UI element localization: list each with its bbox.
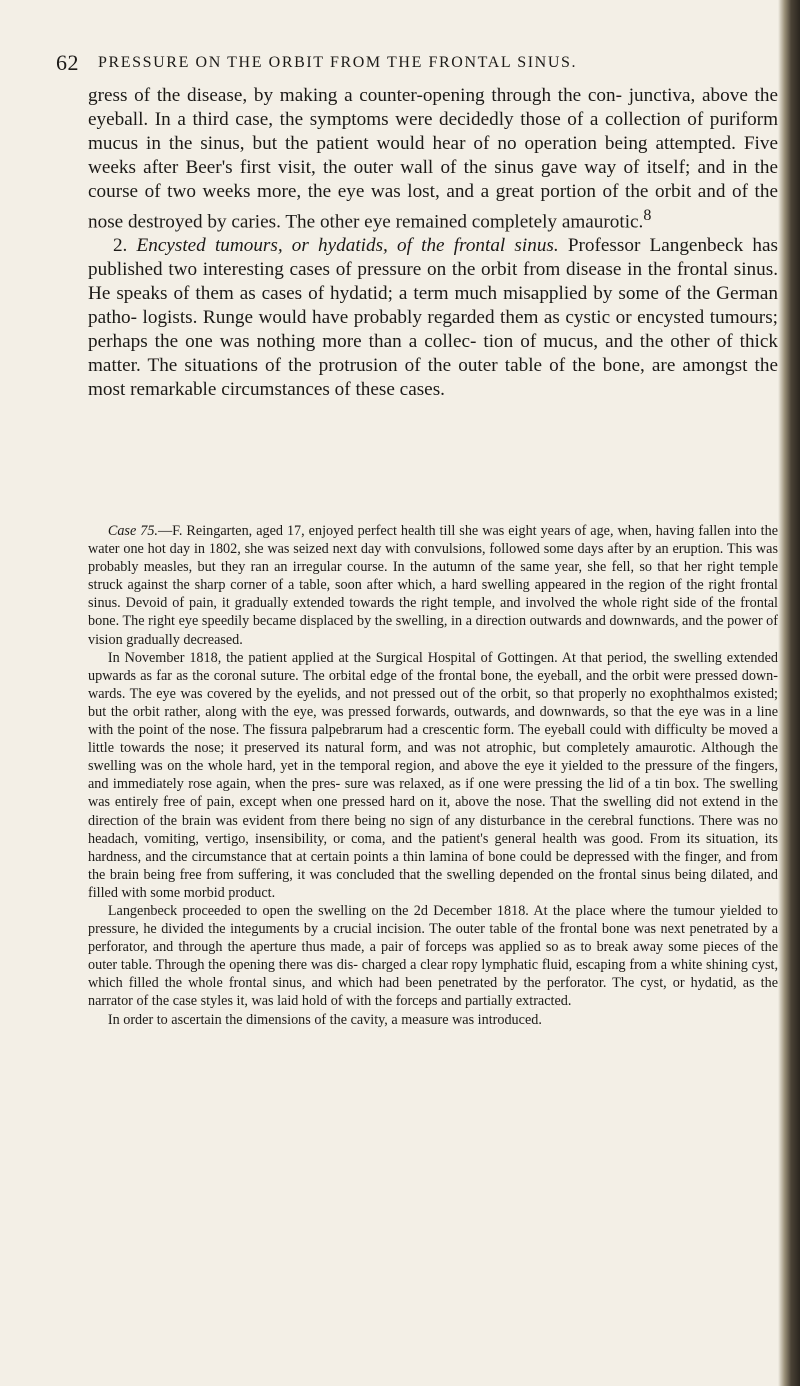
case-report [88, 522, 778, 1029]
paragraph-continuation [88, 84, 778, 234]
page-number: 62 [56, 50, 79, 75]
case-paragraph-1 [88, 522, 778, 649]
paragraph-text: gress of the disease, by making a counter-opening through the con- junctiva, above the eyeball. In a third case, the symptoms were decidedly those of a collection of puriform mucus in the sinus, but the patient would hear of no operation being attempted. Five weeks after Beer's first visit, the outer wall of the sinus gave way of itself; and in the course of two weeks more, the eye was lost, and a great portion of the orbit and of the nose destroyed by caries. The other eye remained completely amaurotic. [88, 85, 778, 233]
section-number: 2. [112, 235, 128, 257]
case-paragraph-2: In November 1818, the patient applied at the Surgical Hospital of Gottingen. At that period, the swelling extended upwards as far as the coronal suture. The orbital edge of the frontal bone, the eyeball, and the orbit were pressed down- wards. The eye was covered by the eyelids, and not pressed out of the orbit, so that properly no exophthalmos existed; but the orbit rather, along with the eye, was pressed forwards, outwards, and downwards, so that the eye was in a line with the point of the nose. The fissura palpebrarum had a crescentic form. The eyeball could with difficulty be moved a little towards the nose; it preserved its natural form, and was not atrophic, but completely amaurotic. Although the swelling was on the whole hard, yet in the temporal region, and above the eye it yielded to the pressure of the fingers, and immediately rose again, when the pres- sure was relaxed, as if one were pressing the lid of a tin box. The swelling was entirely free of pain, except when one pressed hard on it, above the nose. That the swelling did not extend in the direction of the brain was evident from there being no sign of any disturbance in the cerebral functions. There was no headach, vomiting, vertigo, insensibility, or coma, and the patient's general health was good. From its situation, its hardness, and the circumstance that at certain points a thin lamina of bone could be depressed with the finger, and from the brain being free from suffering, it was concluded that the swelling depended on the frontal sinus being dilated, and filled with some morbid product. [88, 649, 778, 901]
paragraph-section-2 [88, 234, 778, 402]
page-binding-edge [778, 0, 800, 1386]
footnote-marker: 8 [643, 207, 652, 224]
case-label: Case 75. [107, 523, 158, 539]
paragraph-text: Professor Langenbeck has published two interesting cases of pressure on the orbit from disease in the frontal sinus. He speaks of them as cases of hydatid; a term much misapplied by some of the German patho- logists. Runge would have probably regarded them as cystic or encysted tumours; perhaps the one was nothing more than a collec- tion of mucus, and the other of thick matter. The situations of the protrusion of the outer table of the bone, are amongst the most remarkable circumstances of these cases. [88, 235, 779, 401]
page-header [56, 50, 756, 84]
case-text: —F. Reingarten, aged 17, enjoyed perfect health till she was eight years of age, when, having fallen into the water one hot day in 1802, she was seized next day with convulsions, followed some days after by an eruption. This was probably measles, but they ran an irregular course. In the autumn of the same year, she fell, so that her right temple struck against the sharp corner of a table, soon after which, a hard swelling appeared in the region of the right frontal sinus. Devoid of pain, it gradually extended towards the right temple, and involved the whole right side of the frontal bone. The right eye speedily became displaced by the swelling, in a direction outwards and downwards, and the power of vision gradually decreased. [88, 523, 779, 648]
case-paragraph-3: Langenbeck proceeded to open the swelling on the 2d December 1818. At the place where the tumour yielded to pressure, he divided the integuments by a crucial incision. The outer table of the frontal bone was next penetrated by a perforator, and through the aperture thus made, a pair of forceps was applied so as to break away some pieces of the outer table. Through the opening there was dis- charged a clear ropy lymphatic fluid, escaping from a white shining cyst, which filled the whole frontal sinus, and which had been penetrated by the perforator. The cyst, or hydatid, as the narrator of the case styles it, was laid hold of with the forceps and partially extracted. [88, 902, 778, 1010]
case-paragraph-4: In order to ascertain the dimensions of the cavity, a measure was introduced. [107, 1011, 542, 1028]
main-text [88, 84, 778, 402]
section-title: Encysted tumours, or hydatids, of the frontal sinus. [136, 235, 559, 257]
running-title: PRESSURE ON THE ORBIT FROM THE FRONTAL SINUS. [98, 54, 578, 71]
